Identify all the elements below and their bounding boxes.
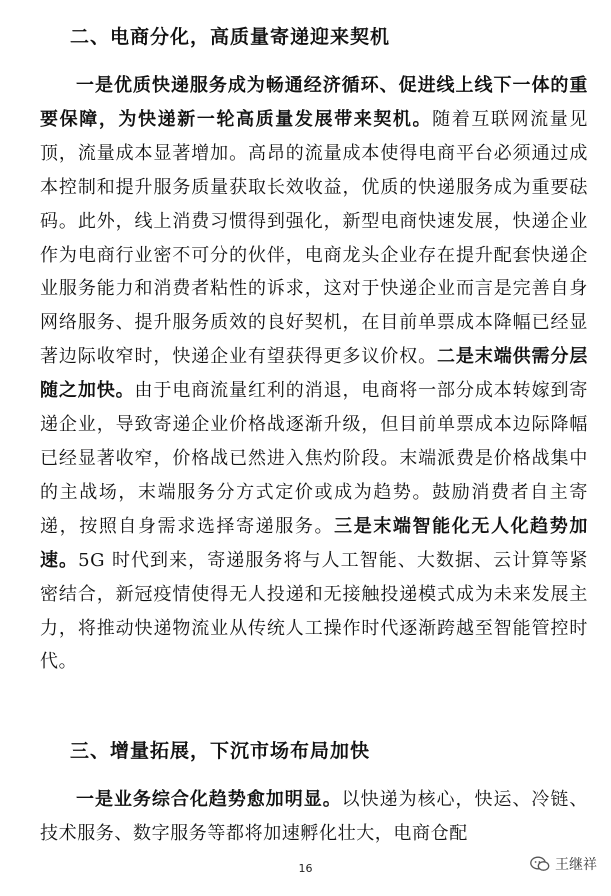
watermark [530, 854, 597, 874]
section-3-paragraph [40, 783, 588, 851]
emphasis-point-1: 一是优质快递服务成为畅通经济循环、促进线上线下一体的重要保障，为快递新一轮高质量发展带来契机。 [40, 75, 588, 130]
body-text-2: 由于电商流量红利的消退，电商将一部分成本转嫁到寄递企业，导致寄递企业价格战逐渐升级，但目前单票成本边际降幅已经显著收窄，价格战已然进入焦灼阶段。末端派费是价格战集中的主战场，末端服务分方式定价或成为趋势。鼓励消费者自主寄递，按照自身需求选择寄递服务。 [40, 380, 589, 537]
body-text-1: 随着互联网流量见顶，流量成本显著增加。高昂的流量成本使得电商平台必须通过成本控制和提升服务质量获取长效收益，优质的快递服务成为重要砝码。此外，线上消费习惯得到强化，新型电商快速发展，快递企业作为电商行业密不可分的伙伴，电商龙头企业存在提升配套快递企业服务能力和消费者粘性的诉求，这对于快递企业而言是完善自身网络服务、提升服务质效的良好契机，在目前单票成本降幅已经显著边际收窄时，快递企业有望获得更多议价权。 [40, 108, 588, 368]
body-text-4: 以快递为核心，快运、冷链、技术服务、数字服务等都将加速孵化壮大，电商仓配 [40, 789, 588, 844]
section-heading-2: 二、电商分化，高质量寄递迎来契机 [70, 26, 391, 48]
emphasis-point-3: 三是末端智能化无人化趋势加速。 [40, 515, 588, 571]
wechat-bubble-icon [530, 856, 550, 872]
page-number: 16 [298, 862, 313, 875]
body-text-3: 5G 时代到来，寄递服务将与人工智能、大数据、云计算等紧密结合，新冠疫情使得无人投递和无接触投递模式成为未来发展主力，将推动快递物流业从传统人工操作时代逐渐跨越至智能管控时代。 [40, 549, 588, 673]
watermark-text: 王继祥 [555, 857, 597, 873]
emphasis-point-2: 二是末端供需分层随之加快。 [40, 346, 588, 402]
section-heading-3: 三、增量拓展，下沉市场布局加快 [70, 740, 371, 762]
emphasis-point-4: 一是业务综合化趋势愈加明显。 [76, 789, 342, 810]
section-2-paragraph [40, 69, 588, 679]
